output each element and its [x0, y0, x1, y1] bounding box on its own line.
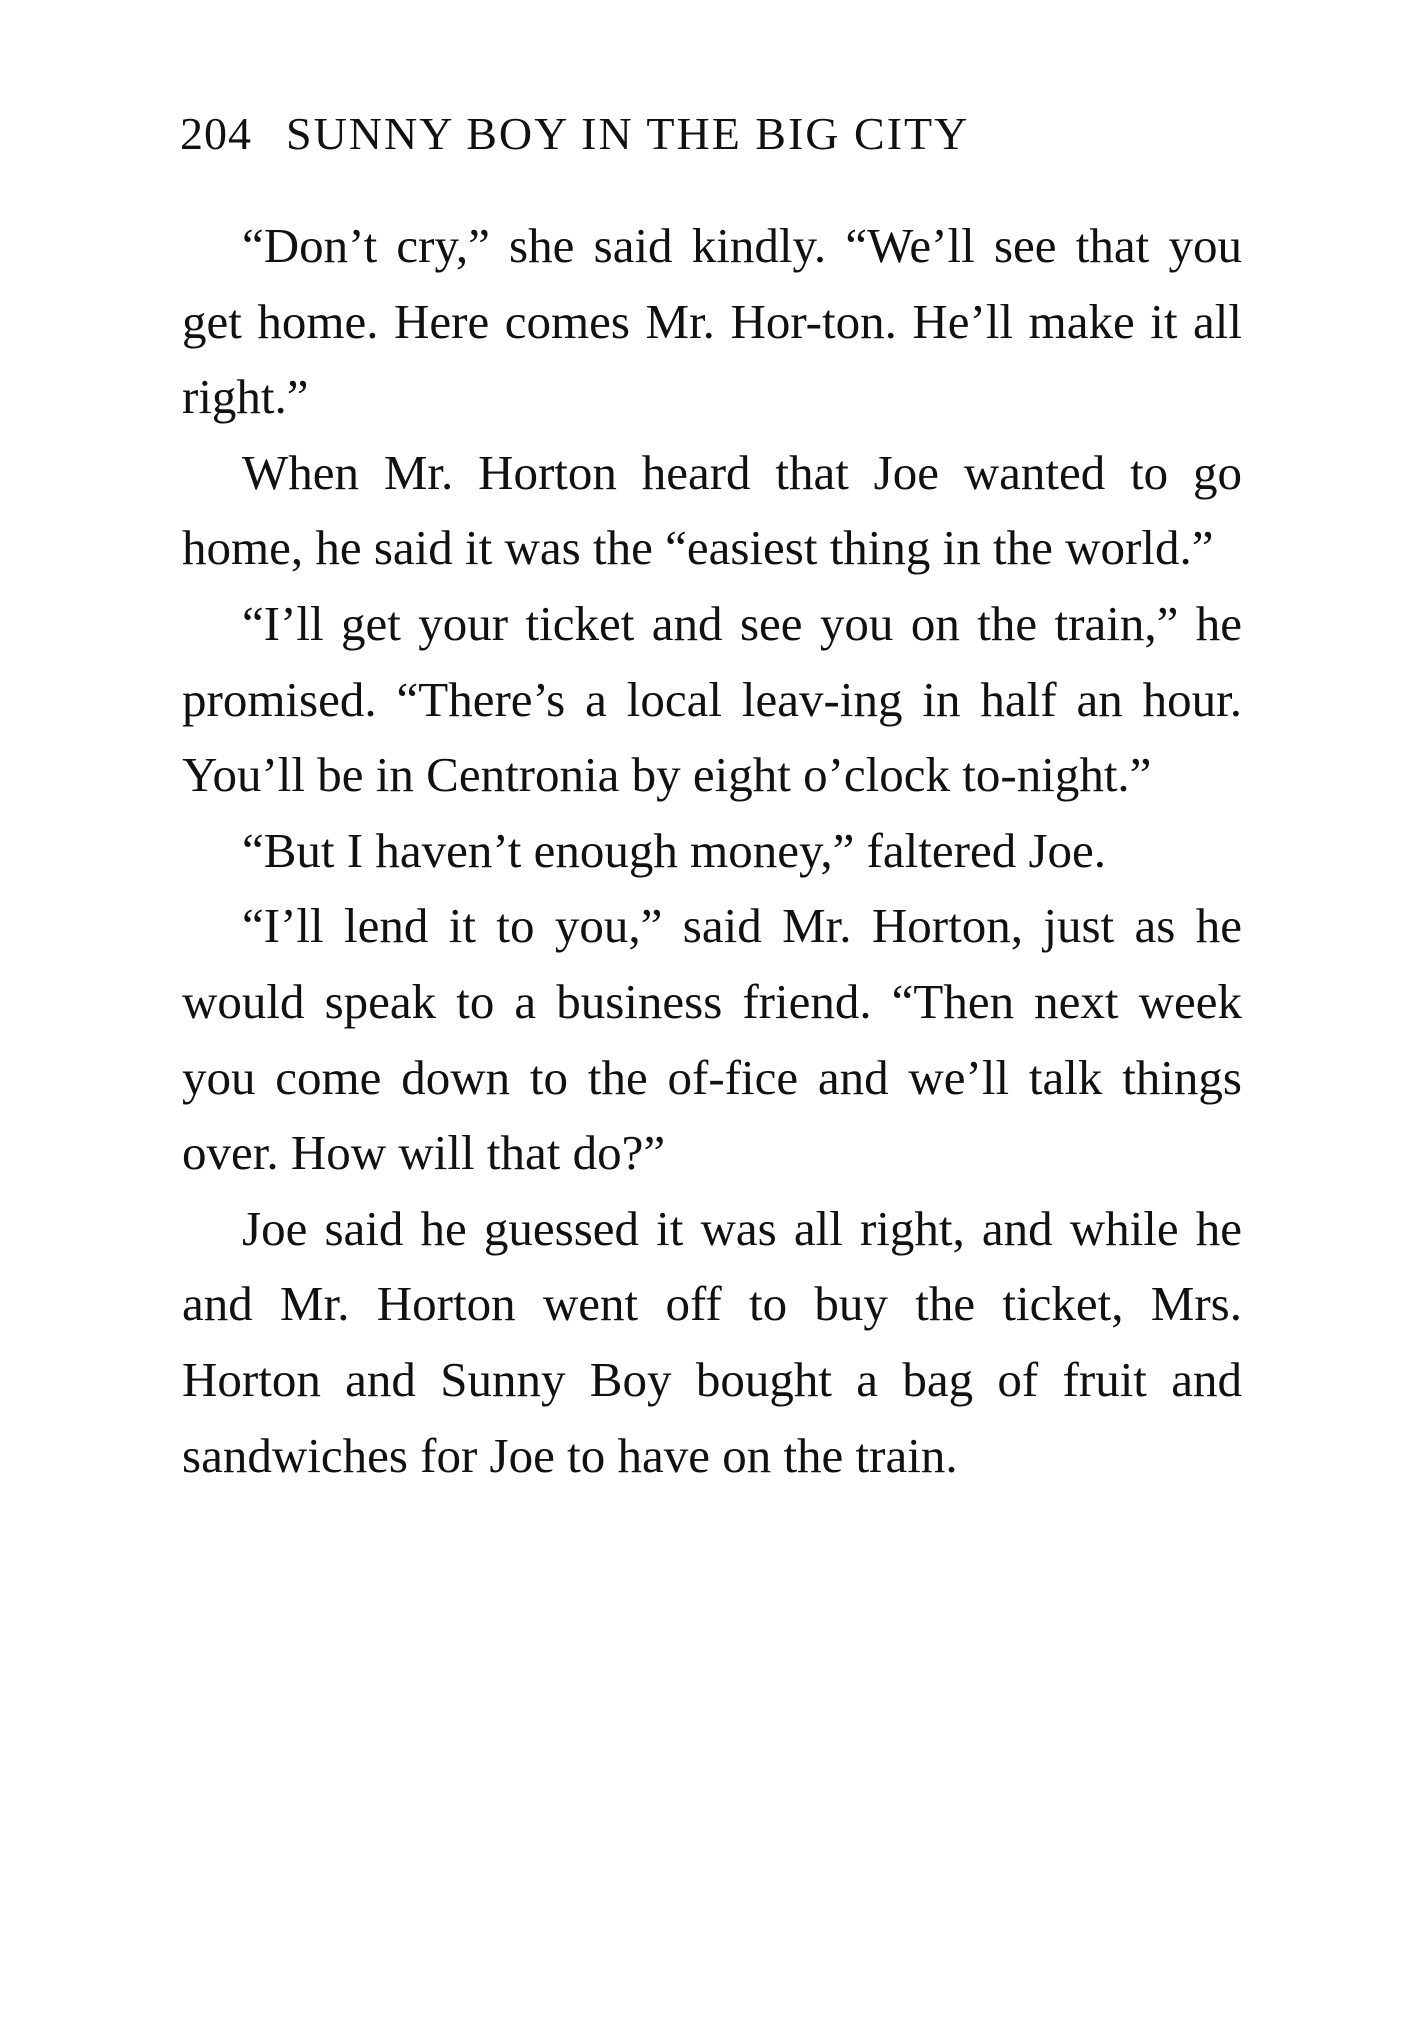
- paragraph: When Mr. Horton heard that Joe wanted to go home, he said it was the “easiest thing in the world.”: [182, 444, 1242, 576]
- paragraph: “But I haven’t enough money,” faltered Joe.: [242, 822, 1107, 878]
- running-head: [180, 104, 1240, 164]
- paragraph: “Don’t cry,” she said kindly. “We’ll see that you get home. Here comes Mr. Hor-ton. He’ll make it all right.”: [182, 218, 1242, 425]
- book-title: SUNNY BOY IN THE BIG CITY: [286, 108, 970, 159]
- paragraph: “I’ll get your ticket and see you on the train,” he promised. “There’s a local leav-ing in half an hour. You’ll be in Centronia by eight o’clock to-night.”: [182, 595, 1242, 803]
- paragraph: Joe said he guessed it was all right, and while he and Mr. Horton went off to buy the ticket, Mrs. Horton and Sunny Boy bought a bag of fruit and sandwiches for Joe to have on the train.: [182, 1200, 1242, 1483]
- body-text: [182, 208, 1242, 1493]
- paragraph: “I’ll lend it to you,” said Mr. Horton, just as he would speak to a business friend. “Then next week you come down to the of-fice and we’ll talk things over. How will that do?”: [182, 898, 1242, 1181]
- page-number: 204: [180, 108, 252, 159]
